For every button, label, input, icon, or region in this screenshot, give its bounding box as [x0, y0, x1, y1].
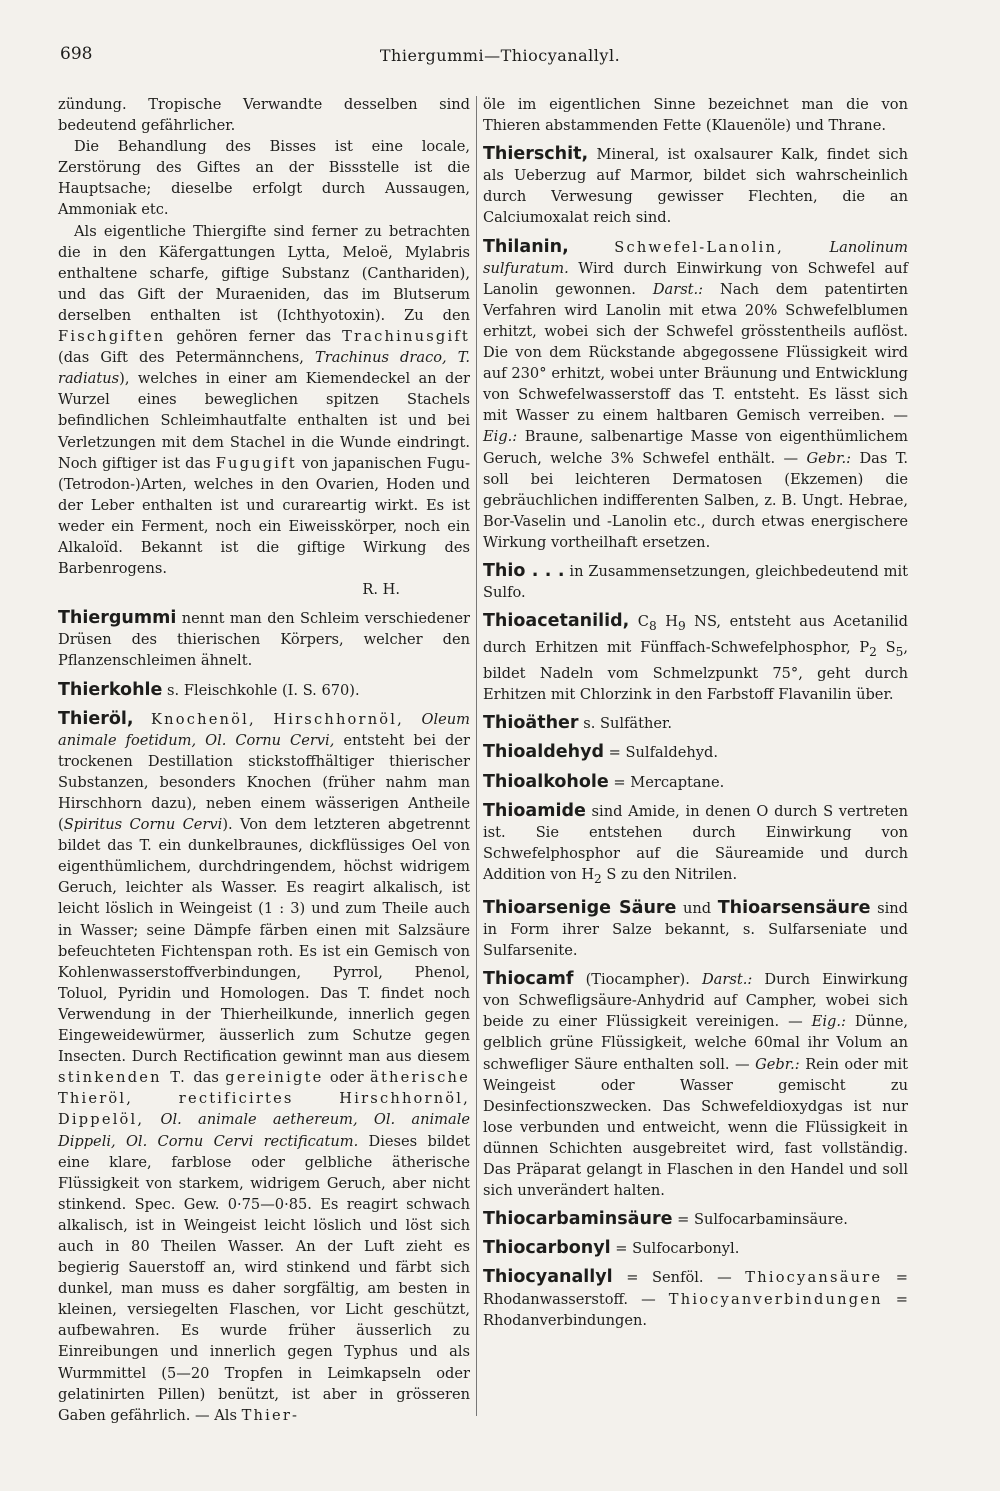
entry-thiocarbaminsaeure: Thiocarbaminsäure = Sulfocarbaminsäure.: [483, 1209, 848, 1230]
headword: Thiergummi: [58, 608, 177, 629]
headword: Thioarsensäure: [717, 897, 871, 918]
headword: Thio . . .: [483, 560, 565, 581]
entry-thioarsensaeure: Thioarsenige Säure und Thioarsensäure sind in Form ihrer Salze bekannt, s. Sulfarseniate und Sulfarsenite.: [483, 897, 908, 960]
running-head: Thiergummi—Thiocyanallyl.: [379, 46, 621, 65]
entry-thio: Thio . . . in Zusammensetzungen, gleichbedeutend mit Sulfo.: [483, 560, 909, 602]
entry-thioacetanilid: Thioacetanilid, $C_8$ $H_9$ NS, entsteht aus Acetanilid durch Erhitzen mit Fünffach-Schwefelphosphor, $P_2$ $S_5$, bildet Nadeln vom Schmelzpunkt 75°, geht durch Erhitzen mit Chlorzink in den Farbstoff Flavanilin über.: [483, 611, 908, 704]
entry-thioamide: Thioamide sind Amide, in denen O durch S vertreten ist. Sie entstehen durch Einwirkung von Schwefelphosphor auf die Säureamide und durch Addition von $H_2$ S zu den Nitrilen.: [483, 800, 908, 886]
headword: Thioarsenige Säure: [483, 897, 677, 918]
entry-thiocamf: Thiocamf (Tiocampher). Darst.: Durch Einwirkung von Schwefligsäure-Anhydrid auf Campher, wobei sich beide zu einer Flüssigkeit vereinigen. — Eig.: Dünne, gelblich grüne Flüssigkeit, welche 60mal ihr Volum an schwefliger Säure enthalten soll. — Gebr.: Rein oder mit Weingeist oder Wasser gemischt zu Desinfectionszwecken. Das Schwefeldioxydgas ist nur lose verbunden und entweicht, wenn die Flüssigkeit in dünnen Schichten ausgebreitet wird, fast vollständig. Das Präparat gelangt in Flaschen in den Handel und soll sich unverändert halten.: [483, 969, 909, 1200]
paragraph-continuation: zündung. Tropische Verwandte desselben sind bedeutend gefährlicher.: [58, 96, 470, 135]
headword: Thiocyanallyl: [483, 1267, 613, 1288]
entry-thierkohle: Thierkohle s. Fleischkohle (I. S. 670).: [58, 679, 360, 700]
left-column: [58, 94, 470, 1426]
entry-thioaether: Thioäther s. Sulfäther.: [483, 713, 673, 734]
headword: Thioalkohole: [483, 771, 609, 792]
headword: Thioäther: [483, 713, 579, 734]
headword: Thioamide: [483, 800, 586, 821]
paragraph-continuation: öle im eigentlichen Sinne bezeichnet man die von Thieren abstammenden Fette (Klauenöle) und Thrane.: [483, 96, 908, 135]
headword: Thiocarbaminsäure: [483, 1209, 673, 1230]
entry-thilanin: Thilanin, Schwefel-Lanolin, Lanolinum sulfuratum. Wird durch Einwirkung von Schwefel auf Lanolin gewonnen. Darst.: Nach dem patentirten Verfahren wird Lanolin mit etwa 20% Schwefelblumen erhitzt, wobei sich der Schwefel grösstentheils auflöst. Die von dem Rückstande abgegossene Flüssigkeit wird auf 230° erhitzt, wobei unter Bräunung und Entwicklung von Schwefelwasserstoff das T. entsteht. Es lässt sich mit Wasser zu einem haltbaren Gemisch verreiben. — Eig.: Braune, salbenartige Masse von eigenthümlichem Geruch, welche 3% Schwefel enthält. — Gebr.: Das T. soll bei leichteren Dermatosen (Ekzemen) die gebräuchlichen indifferenten Salben, z. B. Ungt. Hebrae, Bor-Vaselin und -Lanolin etc., durch etwas energischere Wirkung vortheilhaft ersetzen.: [483, 236, 908, 551]
headword: Thierkohle: [58, 679, 163, 700]
entry-thierschit: Thierschit, Mineral, ist oxalsaurer Kalk, findet sich als Ueberzug auf Marmor, bildet sich wahrscheinlich durch Verwesung gewisser Flechten, die an Calciumoxalat reich sind.: [483, 144, 908, 227]
author-signature: R. H.: [362, 581, 400, 599]
headword: Thierschit,: [483, 144, 589, 165]
page-number: 698: [60, 44, 93, 64]
entry-thioaldehyd: Thioaldehyd = Sulfaldehyd.: [483, 742, 718, 763]
entry-thioalkohole: Thioalkohole = Mercaptane.: [483, 771, 725, 792]
column-divider: [476, 96, 477, 1416]
headword: Thioaldehyd: [483, 742, 605, 763]
headword: Thiocarbonyl: [483, 1238, 611, 1259]
entry-thiocyanallyl: Thiocyanallyl = Senföl. — Thiocyansäure = Rhodanwasserstoff. — Thiocyanverbindungen = Rhodanverbindungen.: [483, 1267, 908, 1329]
headword: Thioacetanilid,: [483, 611, 630, 632]
right-column: [483, 94, 908, 1331]
entry-thiergummi: Thiergummi nennt man den Schleim verschiedener Drüsen des thierischen Körpers, welcher den Pflanzenschleimen ähnelt.: [58, 608, 470, 670]
paragraph-treatment: Die Behandlung des Bisses ist eine locale, Zerstörung des Giftes an der Bissstelle ist die Hauptsache; dieselbe erfolgt durch Aussaugen, Ammoniak etc.: [58, 138, 470, 219]
headword: Thieröl,: [58, 708, 134, 729]
entry-thiocarbonyl: Thiocarbonyl = Sulfocarbonyl.: [483, 1238, 740, 1259]
paragraph-animal-poisons: Als eigentliche Thiergifte sind ferner zu betrachten die in den Käfergattungen Lytta, Meloë, Mylabris enthaltene scharfe, giftige Substanz (Canthariden), und das Gift der Muraeniden, das im Blutserum derselben enthalten ist (Ichthyotoxin). Zu den Fischgiften gehören ferner das Trachinusgift (das Gift des Petermännchens, Trachinus draco, T. radiatus), welches in einer am Kiemendeckel an der Wurzel eines beweglichen spitzen Stachels befindlichen Schleimhautfalte enthalten ist und bei Verletzungen mit dem Stachel in die Wunde eindringt. Noch giftiger ist das Fugugift von japanischen Fugu-(Tetrodon-)Arten, welches in den Ovarien, Hoden und der Leber enthalten ist und curareartig wirkt. Es ist weder ein Ferment, noch ein Eiweisskörper, noch ein Alkaloïd. Bekannt ist die giftige Wirkung des Barbenrogens.: [58, 222, 470, 578]
headword: Thiocamf: [483, 969, 574, 990]
entry-thieroel: Thieröl, Knochenöl, Hirschhornöl, Oleum animale foetidum, Ol. Cornu Cervi, entsteht bei der trockenen Destillation stickstoffhältiger thierischer Substanzen, besonders Knochen (früher nahm man Hirschhorn dazu), neben einem wässerigen Antheile (Spiritus Cornu Cervi). Von dem letzteren abgetrennt bildet das T. ein dunkelbraunes, dickflüssiges Oel von eigenthümlichem, durchdringendem, höchst widrigem Geruch, leichter als Wasser. Es reagirt alkalisch, ist leicht löslich in Weingeist (1 : 3) und zum Theile auch in Wasser; seine Dämpfe färben einen mit Salzsäure befeuchteten Fichtenspan roth. Es ist ein Gemisch von Kohlenwasserstoffverbindungen, Pyrrol, Phenol, Toluol, Pyridin und Homologen. Das T. findet noch Verwendung in der Thierheilkunde, innerlich gegen Eingeweidewürmer, äusserlich zum Schutze gegen Insecten. Durch Rectification gewinnt man aus diesem stinkenden T. das gereinigte oder ätherische Thieröl, rectificirtes Hirschhornöl, Dippelöl, Ol. animale aethereum, Ol. animale Dippeli, Ol. Cornu Cervi rectificatum. Dieses bildet eine klare, farblose oder gelbliche ätherische Flüssigkeit von starkem, widrigem Geruch, aber nicht stinkend. Spec. Gew. 0·75—0·85. Es reagirt schwach alkalisch, ist in Weingeist leicht löslich und löst sich auch in 80 Theilen Wasser. An der Luft zieht es begierig Sauerstoff an, wird stinkend und färbt sich dunkel, man muss es daher sorgfältig, am besten in kleinen, versiegelten Flaschen, vor Licht geschützt, aufbewahren. Es wurde früher äusserlich zu Einreibungen und innerlich gegen Typhus und als Wurmmittel (5—20 Tropfen in Leimkapseln oder gelatinirten Pillen) benützt, ist aber in grösseren Gaben gefährlich. — Als Thier-: [58, 708, 471, 1424]
headword: Thilanin,: [483, 236, 569, 257]
